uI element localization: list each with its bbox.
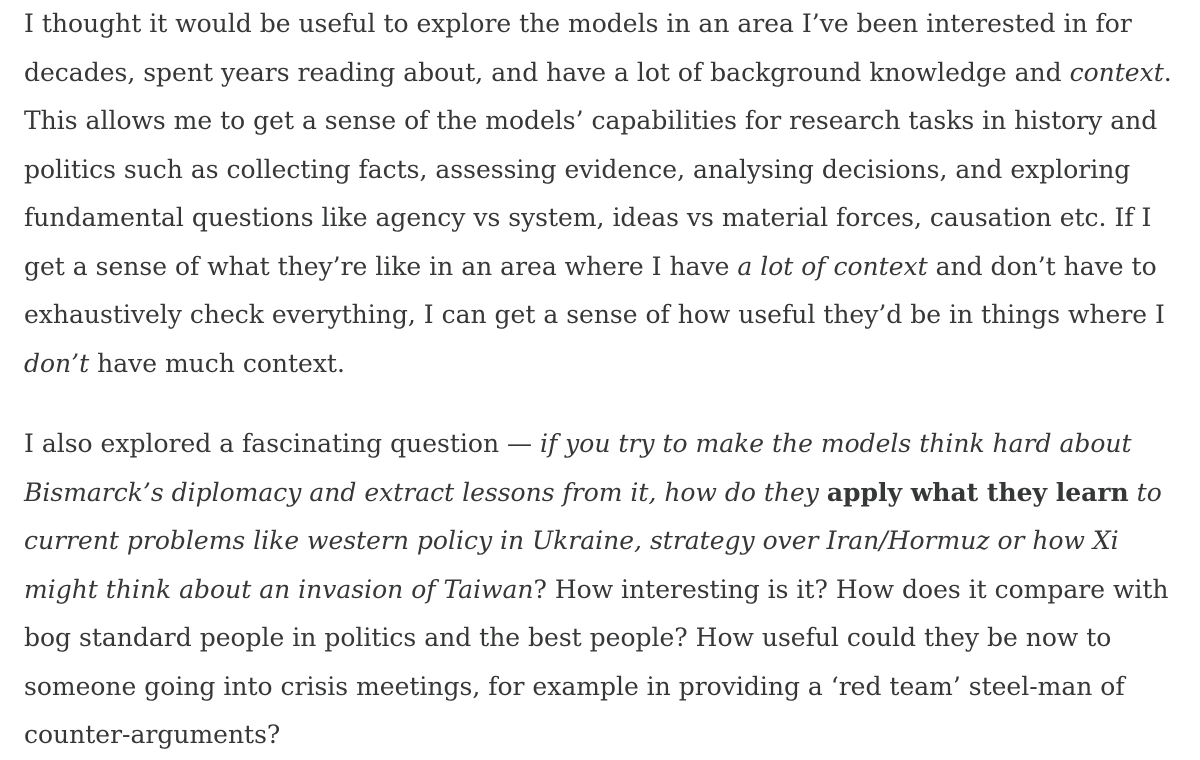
paragraph-1-text-4: have much context. [89, 348, 345, 378]
paragraph-2-emphasis-question: if you try to make the models think hard about Bismarck’s diplomacy and extract lessons from it, how do they [24, 429, 1132, 507]
paragraph-1-text-3: and don’t have to exhaustively check everything, I can get a sense of how useful they’d be in things where I [24, 251, 1165, 329]
paragraph-1 [24, 0, 1194, 388]
paragraph-1-emphasis-context: context [1069, 57, 1164, 87]
paragraph-1-text-2: . This allows me to get a sense of the models’ capabilities for research tasks in history and politics such as collecting facts, assessing evidence, analysing decisions, and exploring fundamental questions like agency vs system, ideas vs material forces, causation etc. If I get a sense of what they’re like in an area where I have [24, 57, 1172, 281]
paragraph-1-emphasis-lot-of-context: a lot of context [737, 251, 928, 281]
paragraph-2-text-2: ? How interesting is it? How does it compare with bog standard people in politics and the best people? How useful could they be now to someone going into crisis meetings, for example in providing a ‘red team’ steel-man of counter-arguments? [24, 574, 1169, 749]
paragraph-2-bold-apply: apply what they learn [826, 477, 1129, 507]
paragraph-1-emphasis-dont: don’t [24, 348, 90, 378]
paragraph-2 [24, 420, 1194, 760]
paragraph-2-text-1: I also explored a fascinating question — [24, 429, 540, 458]
paragraph-2-emphasis-problems: to current problems like western policy in Ukraine, strategy over Iran/Hormuz or how Xi might think about an invasion of Taiwan [24, 477, 1162, 604]
paragraph-1-text-1: I thought it would be useful to explore the models in an area I’ve been interested in for decades, spent years reading about, and have a lot of background knowledge and [24, 9, 1132, 87]
